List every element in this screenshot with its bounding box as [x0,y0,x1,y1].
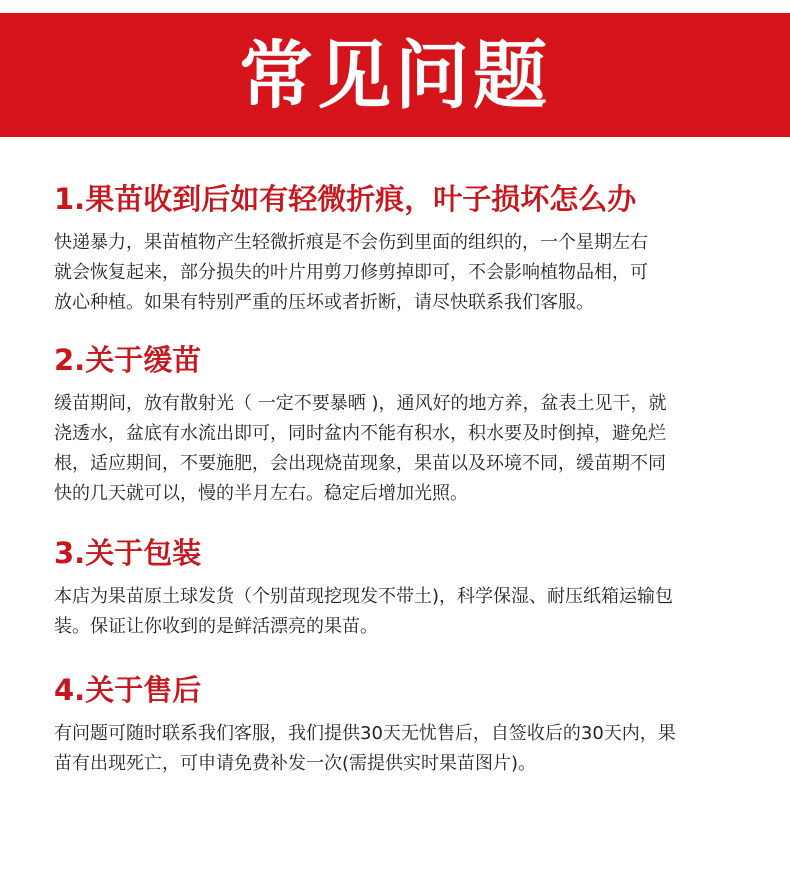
faq-answer [54,228,764,318]
faq-question: 3.关于包装 [54,536,202,570]
faq-answer-line: 苗有出现死亡，可申请免费补发一次(需提供实时果苗图片)。 [54,753,537,774]
faq-answer [54,389,764,509]
faq-answer [54,582,764,642]
faq-question: 2.关于缓苗 [54,343,202,377]
faq-item-seedling-recovery [54,342,764,509]
faq-question: 1.果苗收到后如有轻微折痕，叶子损坏怎么办 [54,182,637,216]
faq-answer-line: 本店为果苗原土球发货（个别苗现挖现发不带土)，科学保湿、耐压纸箱运输包 [54,586,674,607]
faq-answer-line: 缓苗期间，放有散射光（ 一定不要暴晒 )，通风好的地方养，盆表土见干，就 [54,393,667,414]
faq-item-damaged-leaves [54,181,764,318]
faq-answer-line: 装。保证让你收到的是鲜活漂亮的果苗。 [54,616,378,637]
faq-question: 4.关于售后 [54,673,202,707]
faq-answer [54,719,764,779]
faq-answer-line: 就会恢复起来，部分损失的叶片用剪刀修剪掉即可，不会影响植物品相，可 [54,262,648,283]
faq-answer-line: 根，适应期间，不要施肥，会出现烧苗现象，果苗以及环境不同，缓苗期不同 [54,453,666,474]
faq-answer-line: 快递暴力，果苗植物产生轻微折痕是不会伤到里面的组织的，一个星期左右 [54,232,648,253]
page-title: 常见问题 [239,33,551,119]
faq-answer-line: 快的几天就可以，慢的半月左右。稳定后增加光照。 [54,483,468,504]
faq-item-after-sales [54,672,764,779]
header-banner [0,13,790,137]
faq-answer-line: 浇透水，盆底有水流出即可，同时盆内不能有积水，积水要及时倒掉，避免烂 [54,423,666,444]
faq-answer-line: 放心种植。如果有特别严重的压坏或者折断，请尽快联系我们客服。 [54,292,594,313]
faq-item-packaging [54,535,764,642]
faq-answer-line: 有问题可随时联系我们客服，我们提供30天无忧售后，自签收后的30天内，果 [54,723,676,744]
